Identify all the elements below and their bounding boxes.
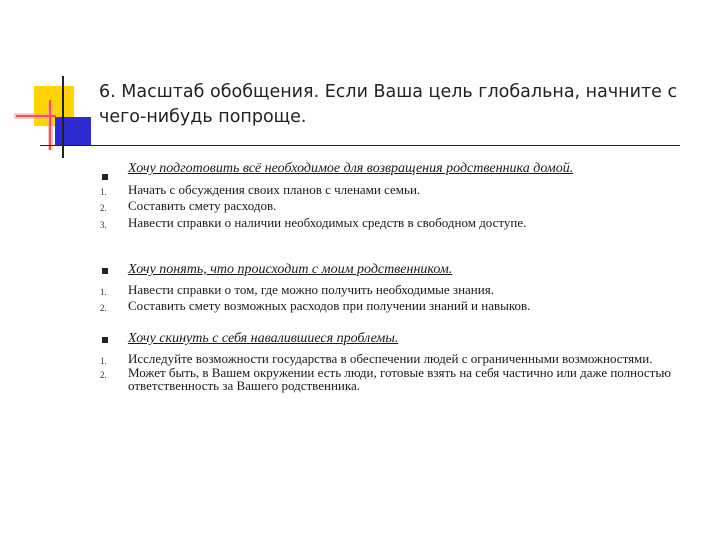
list-item — [0, 281, 720, 297]
square-bullet-icon — [102, 174, 108, 180]
section-heading: Хочу подготовить всё необходимое для возвращения родственника домой. — [128, 161, 574, 176]
list-item-text: Навести справки о том, где можно получить необходимые знания. — [128, 281, 494, 297]
section-2 — [0, 264, 720, 313]
title-divider — [40, 145, 680, 146]
list-marker: 2. — [100, 303, 107, 313]
decor-red-horizontal-line — [16, 115, 56, 117]
list-item-text: Начать с обсуждения своих планов с членами семьи. — [128, 181, 421, 197]
section-heading-row — [0, 163, 720, 176]
list-item — [0, 181, 720, 197]
list-item-text: Может быть, в Вашем окружении есть люди, готовые взять на себя частично или даже полностью ответственность за Вашего родственника. — [128, 365, 671, 393]
list-item-text: Исследуйте возможности государства в обеспечении людей с ограниченными возможностями. — [128, 350, 653, 366]
list-item-text: Навести справки о наличии необходимых средств в свободном доступе. — [128, 214, 527, 230]
list-item — [0, 200, 720, 213]
section-heading: Хочу понять, что происходит с моим родственником. — [128, 262, 453, 277]
list-marker: 1. — [100, 355, 107, 366]
list-marker: 1. — [100, 286, 107, 297]
section-heading: Хочу скинуть с себя навалившиеся проблемы. — [128, 331, 399, 346]
list-item — [0, 350, 720, 366]
slide-title: 6. Масштаб обобщения. Если Ваша цель глобальна, начните с чего-нибудь попроще. — [99, 82, 678, 127]
decor-red-vertical-line — [49, 100, 51, 150]
section-1 — [0, 163, 720, 229]
list-item — [0, 214, 720, 230]
list-item — [0, 300, 720, 313]
list-marker: 2. — [100, 370, 107, 380]
square-bullet-icon — [102, 268, 108, 274]
list-item-text: Составить смету расходов. — [128, 198, 277, 213]
list-item — [0, 367, 720, 392]
section-heading-row — [0, 333, 720, 346]
decor-blue-square — [55, 117, 91, 145]
list-marker: 3. — [100, 219, 107, 230]
section-3 — [0, 333, 720, 392]
section-heading-row — [0, 264, 720, 277]
list-marker: 1. — [100, 186, 107, 197]
list-item-text: Составить смету возможных расходов при получении знаний и навыков. — [128, 298, 531, 313]
square-bullet-icon — [102, 337, 108, 343]
list-marker: 2. — [100, 203, 107, 213]
